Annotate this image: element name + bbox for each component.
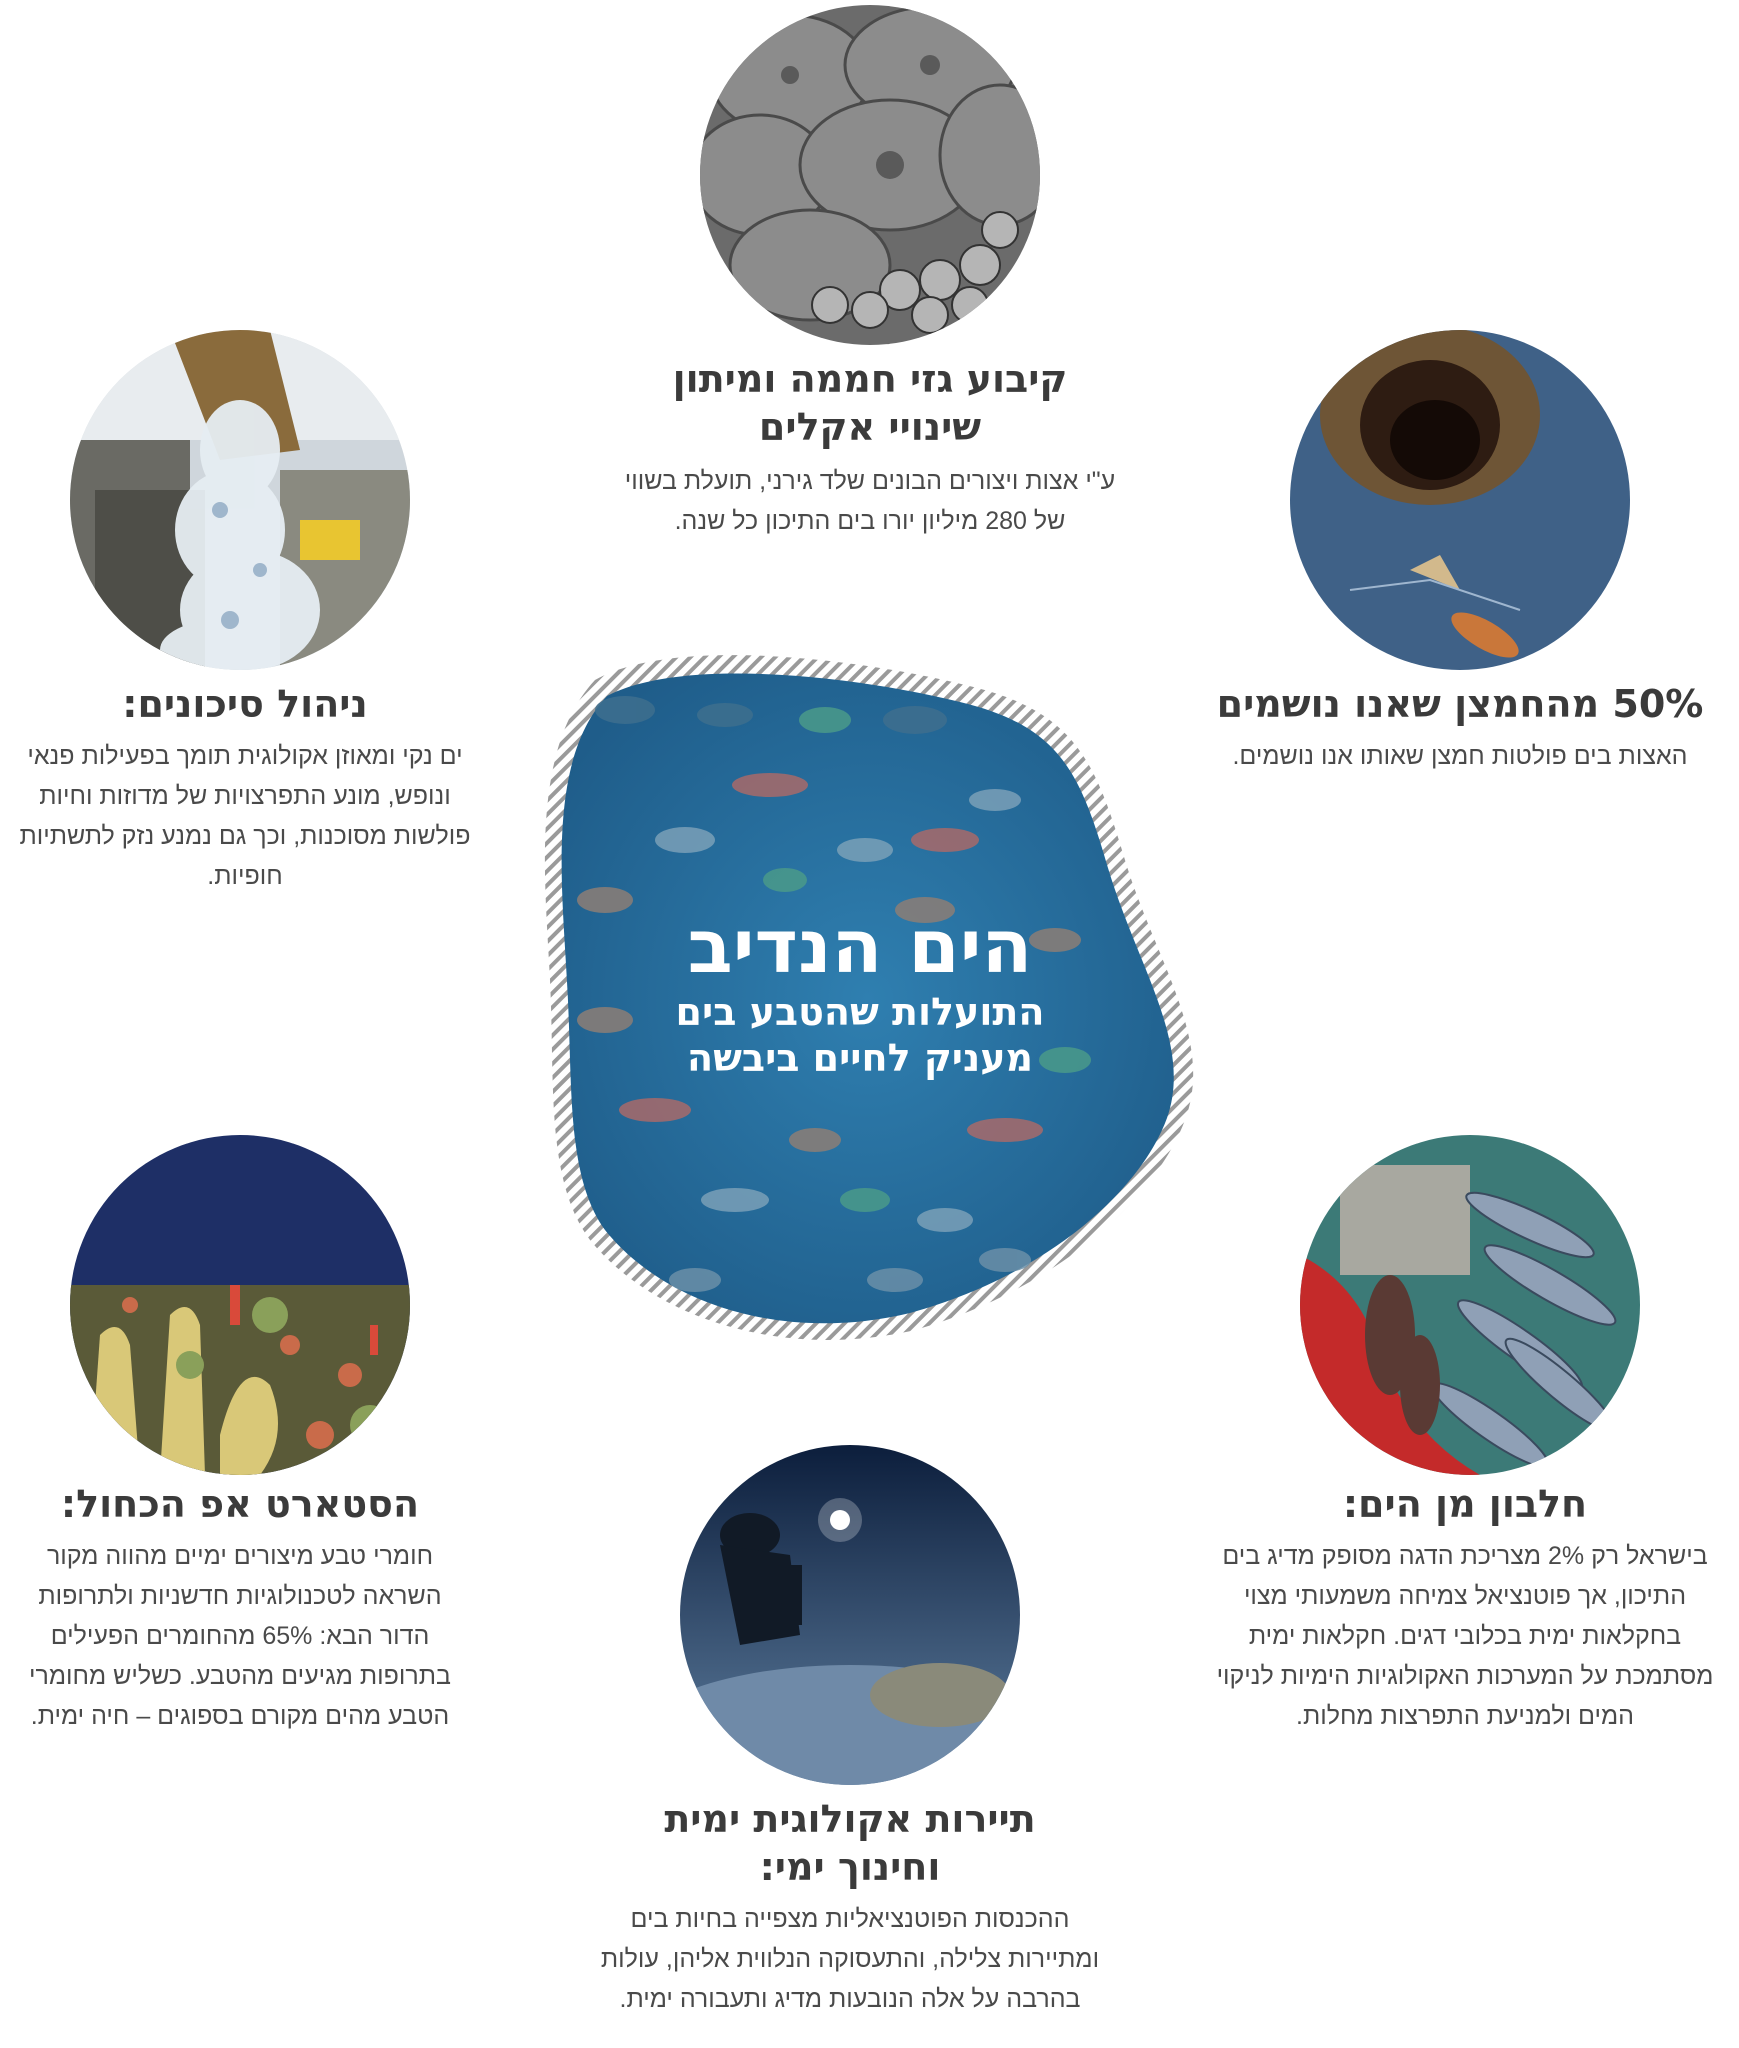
oxygen-title: 50% מהחמצן שאנו נושמים: [1216, 682, 1704, 726]
protein-text-line3: בחקלאות ימית בכלובי דגים. חקלאות ימית: [1248, 1622, 1682, 1650]
carbon-text-line2: של 280 מיליון יורו בים התיכון כל שנה.: [674, 507, 1066, 535]
protein-section: [1195, 1480, 1735, 1736]
risk-text-line3: פולשות מסוכנות, וכך גם נמנע נזק לתשתיות: [19, 822, 471, 850]
risk-title: ניהול סיכונים:: [122, 682, 368, 726]
startup-title: הסטארט אפ הכחול:: [60, 1482, 420, 1526]
tourism-section: [570, 1795, 1130, 2019]
startup-text-line5: הטבע מהים מקורם בספוגים – חיה ימית.: [30, 1702, 450, 1730]
coccolith-photo: [700, 5, 1040, 345]
tourism-text-line1: ההכנסות הפוטנציאליות מצפייה בחיות בים: [630, 1905, 1070, 1933]
tourism-text-line3: בהרבה על אלה הנובעות מדיג ותעבורה ימית.: [619, 1985, 1081, 2013]
center-title-block: [560, 905, 1160, 1081]
startup-text-line4: בתרופות מגיעים מהטבע. כשליש מחומרי: [29, 1662, 451, 1690]
protein-title: חלבון מן הים:: [1342, 1482, 1588, 1526]
oxygen-text: האצות בים פולטות חמצן שאותו אנו נושמים.: [1232, 742, 1688, 770]
carbon-text-line1: ע"י אצות ויצורים הבונים שלד גירני, תועלת בשווי: [624, 467, 1116, 495]
startup-text-line1: חומרי טבע מיצורים ימיים מהווה מקור: [46, 1542, 434, 1570]
risk-text-line2: ונופש, מונע התפרצויות של מדוזות וחיות: [39, 782, 451, 810]
tourism-title-line2: וחינוך ימי:: [759, 1845, 941, 1889]
risk-text-line1: ים נקי ומאוזן אקולוגית תומך בפעילות פנאי: [27, 742, 463, 770]
startup-section: [0, 1480, 480, 1736]
protein-text-line4: מסתמכת על המערכות האקולוגיות הימיות לניקוי: [1216, 1662, 1714, 1690]
carbon-section: [580, 355, 1160, 541]
protein-text-line5: המים ולמניעת התפרצות מחלות.: [1296, 1702, 1634, 1730]
plankton-photo: [1290, 330, 1630, 670]
risk-section: [0, 680, 490, 896]
carbon-title-line1: קיבוע גזי חממה ומיתון: [672, 357, 1068, 401]
tourism-title-line1: תיירות אקולוגית ימית: [664, 1797, 1036, 1841]
tourism-text-line2: ומתיירות צלילה, והתעסוקה הנלווית אליהן, עולות: [600, 1945, 1100, 1973]
risk-text-line4: חופיות.: [207, 862, 283, 890]
protein-text-line1: בישראל רק 2% מצריכת הדגה מסופק מדיג בים: [1222, 1542, 1708, 1570]
protein-text-line2: התיכון, אך פוטנציאל צמיחה משמעותי מצוי: [1243, 1582, 1687, 1610]
diver-photo: [680, 1445, 1020, 1785]
center-title: הים הנדיב: [687, 904, 1033, 990]
reef-sponges-photo: [70, 1135, 410, 1475]
fish-catch-photo: [1300, 1135, 1640, 1475]
center-subtitle-line2: מעניק לחיים ביבשה: [686, 1036, 1034, 1080]
startup-text-line2: השראה לטכנולוגיות חדשניות ולתרופות: [38, 1582, 442, 1610]
carbon-title-line2: שינויי אקלים: [758, 405, 982, 449]
jellyfish-cleanup-photo: [70, 330, 410, 670]
center-subtitle-line1: התועלות שהטבע בים: [675, 990, 1045, 1034]
startup-text-line3: הדור הבא: 65% מהחומרים הפעילים: [50, 1622, 430, 1650]
oxygen-section: [1190, 680, 1730, 776]
